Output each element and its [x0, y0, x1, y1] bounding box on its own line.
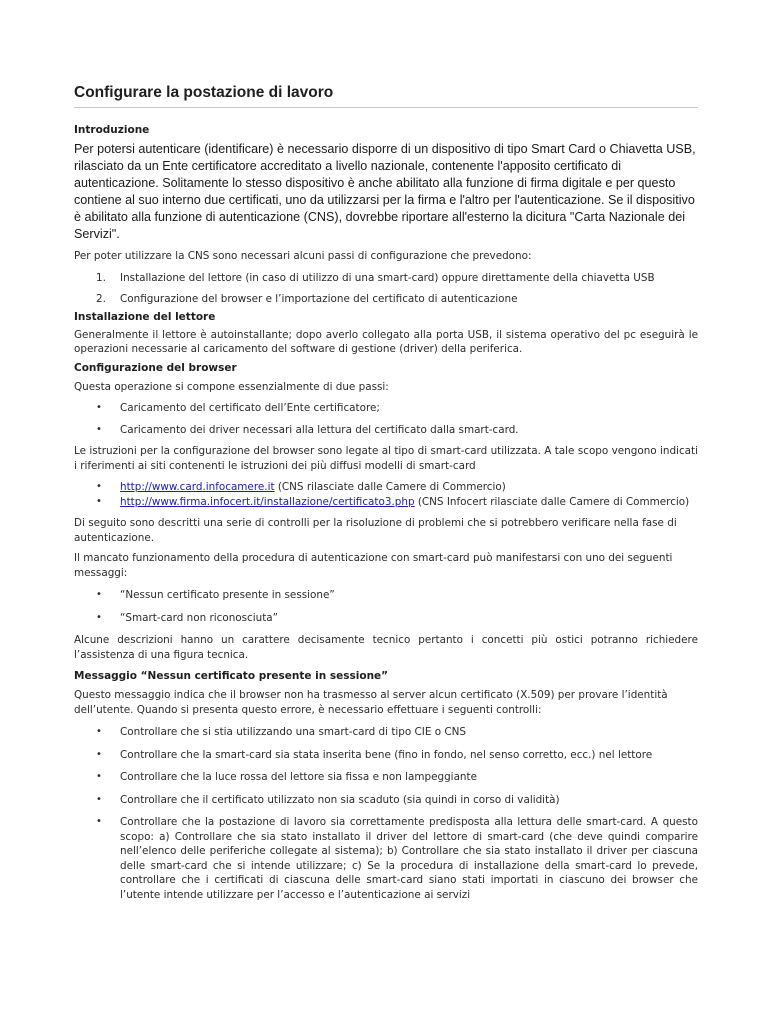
technical-note-paragraph: Alcune descrizioni hanno un carattere decisamente tecnico pertanto i concetti più ostici potranno richiedere l’assistenza di una figura tecnica.	[74, 634, 698, 661]
lettore-paragraph: Generalmente il lettore è autoinstallante; dopo averlo collegato alla porta USB, il sistema operativo del pc eseguirà le operazioni necessarie al caricamento del software di gestione (driver) della periferica.	[74, 328, 698, 355]
browser-intro: Questa operazione si compone essenzialmente di due passi:	[74, 380, 389, 393]
list-item	[74, 611, 698, 626]
list-item	[74, 748, 698, 763]
links-list	[74, 480, 698, 509]
list-item	[74, 401, 698, 416]
list-item-text: Caricamento dei driver necessari alla lettura del certificato dalla smart-card.	[120, 423, 519, 436]
list-item-text: Controllare che la postazione di lavoro sia correttamente predisposta alla lettura delle smart-card. A questo scopo: a) Controllare che sia stato installato il driver del lettore di smart-card (che deve quindi comparire nell’elenco delle periferiche collegate al sistema); b) Controllare che sia stato installato il driver per ciascuna delle smart-card che si intende utilizzare; c) Se la procedura di installazione della smart-card lo prevede, controllare che i certificati di ciascuna delle smart-card siano stati importati in ciascuno dei browser che l’utente intende utilizzare per l’accesso e l’autenticazione ai servizi	[120, 816, 698, 901]
heading-messaggio-nessun-certificato: Messaggio “Nessun certificato presente in sessione”	[74, 670, 389, 682]
link-infocert[interactable]: http://www.firma.infocert.it/installazione/certificato3.php	[120, 495, 415, 508]
list-item	[74, 495, 698, 510]
list-item-text: Caricamento del certificato dell’Ente certificatore;	[120, 402, 380, 414]
intro-lead-paragraph: Per potersi autenticare (identificare) è necessario disporre di un dispositivo di tipo Smart Card o Chiavetta USB, rilasciato da un Ente certificatore accreditato a livello nazionale, contenente l'apposito certificato di autenticazione. Solitamente lo stesso dispositivo è anche abilitato alla funzione di firma digitale e per questo contiene al suo interno due certificati, uno da utilizzarsi per la firma e l'altro per l'autenticazione. Se il dispositivo è abilitato alla funzione di autenticazione (CNS), dovrebbe riportare all'esterno la dicitura "Carta Nazionale dei Servizi".	[74, 142, 696, 241]
list-item	[74, 793, 698, 808]
bullet-icon: •	[96, 816, 102, 827]
list-item-text: “Nessun certificato presente in sessione”	[120, 589, 335, 601]
step-number: 2.	[96, 293, 106, 305]
list-item-text: Controllare che si stia utilizzando una smart-card di tipo CIE o CNS	[120, 726, 467, 738]
bullet-icon: •	[96, 726, 102, 737]
list-item-text: “Smart-card non riconosciuta”	[120, 611, 279, 624]
heading-installazione-lettore: Installazione del lettore	[74, 310, 216, 323]
bullet-icon: •	[96, 589, 102, 600]
list-item	[74, 815, 698, 902]
list-item-text: Controllare che la smart-card sia stata inserita bene (fino in fondo, nel senso corretto, ecc.) nel lettore	[120, 748, 653, 761]
bullet-icon: •	[96, 771, 102, 782]
bullet-icon: •	[96, 793, 102, 805]
heading-configurazione-browser: Configurazione del browser	[74, 361, 237, 374]
bullet-icon: •	[96, 481, 102, 492]
instructions-paragraph: Le istruzioni per la configurazione del browser sono legate al tipo di smart-card utilizzata. A tale scopo vengono indicati i riferimenti ai siti contenenti le istruzioni dei più diffusi modelli di smart-card	[74, 445, 698, 472]
checks-list	[74, 725, 698, 902]
bullet-icon: •	[96, 423, 102, 435]
controls-paragraph: Di seguito sono descritti una serie di controlli per la risoluzione di problemi che si potrebbero verificare nella fase di autenticazione.	[74, 517, 677, 544]
list-item	[74, 423, 698, 438]
steps-list	[74, 271, 698, 307]
list-item	[74, 292, 698, 307]
link-note: (CNS rilasciate dalle Camere di Commercio)	[274, 481, 506, 493]
step-number: 1.	[96, 271, 106, 284]
bullet-icon: •	[96, 611, 102, 623]
error-messages-list	[74, 588, 698, 625]
step-text: Configurazione del browser e l’importazione del certificato di autenticazione	[120, 293, 518, 305]
list-item-text: Controllare che la luce rossa del lettore sia fissa e non lampeggiante	[120, 771, 477, 783]
messaggio-intro: Questo messaggio indica che il browser non ha trasmesso al server alcun certificato (X.509) per provare l’identità dell’utente. Quando si presenta questo errore, è necessario effettuare i seguenti controlli:	[74, 689, 668, 716]
list-item	[74, 725, 698, 740]
bullet-icon: •	[96, 748, 102, 760]
browser-steps-list	[74, 401, 698, 437]
list-item	[74, 588, 698, 603]
link-infocamere[interactable]: http://www.card.infocamere.it	[120, 481, 275, 493]
page-title: Configurare la postazione di lavoro	[74, 84, 698, 108]
steps-intro: Per poter utilizzare la CNS sono necessari alcuni passi di configurazione che prevedono:	[74, 250, 532, 262]
bullet-icon: •	[96, 495, 102, 507]
list-item	[74, 480, 698, 495]
list-item	[74, 770, 698, 785]
bullet-icon: •	[96, 402, 102, 413]
step-text: Installazione del lettore (in caso di utilizzo di una smart-card) oppure direttamente della chiavetta USB	[120, 271, 655, 284]
failure-paragraph: Il mancato funzionamento della procedura di autenticazione con smart-card può manifestarsi con uno dei seguenti messaggi:	[74, 552, 673, 579]
heading-introduzione: Introduzione	[74, 124, 150, 136]
list-item-text: Controllare che il certificato utilizzato non sia scaduto (sia quindi in corso di validità)	[120, 793, 560, 806]
link-note: (CNS Infocert rilasciate dalle Camere di Commercio)	[414, 495, 690, 508]
list-item	[74, 271, 698, 286]
